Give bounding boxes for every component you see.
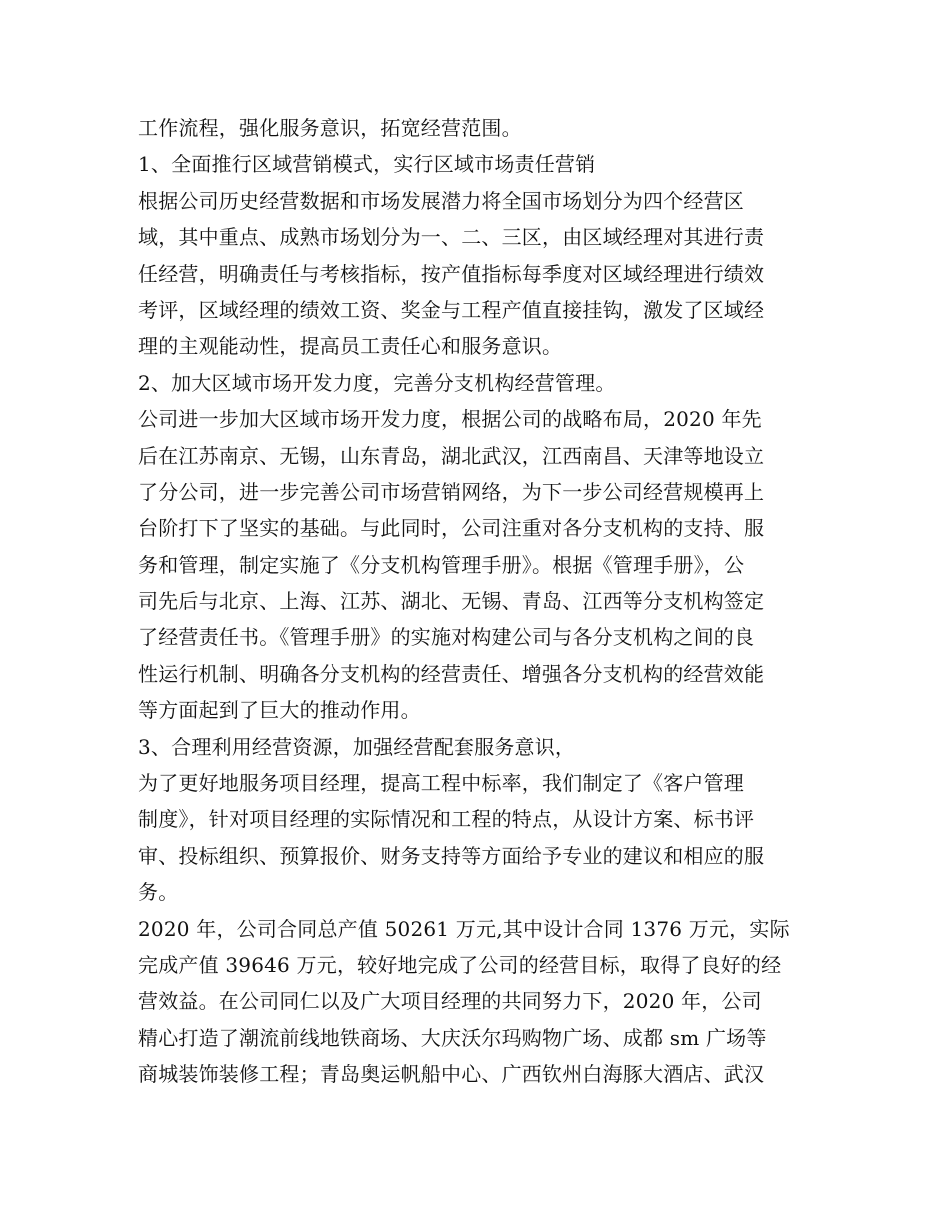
text-line: 考评，区域经理的绩效工资、奖金与工程产值直接挂钩，激发了区域经 [138,297,765,322]
text-line: 司先后与北京、上海、江苏、湖北、无锡、青岛、江西等分支机构签定 [138,589,765,614]
text-line: 务和管理，制定实施了《分支机构管理手册》。根据《管理手册》，公 [138,552,745,577]
text-line: 为了更好地服务项目经理，提高工程中标率，我们制定了《客户管理 [138,771,744,796]
section-heading-2: 2、加大区域市场开发力度，完善分支机构经营管理。 [138,370,616,395]
text-line: 审、投标组织、预算报价、财务支持等方面给予专业的建议和相应的服 [138,843,765,868]
text-line: 完成产值 39646 万元，较好地完成了公司的经营目标，取得了良好的经 [138,952,782,977]
text-line: 营效益。在公司同仁以及广大项目经理的共同努力下，2020 年，公司 [138,989,762,1014]
text-line: 根据公司历史经营数据和市场发展潜力将全国市场划分为四个经营区 [138,188,744,213]
section-heading-3: 3、合理利用经营资源，加强经营配套服务意识， [138,734,576,759]
text-line: 域，其中重点、成熟市场划分为一、二、三区，由区域经理对其进行责 [138,225,765,250]
text-line: 任经营，明确责任与考核指标，按产值指标每季度对区域经理进行绩效 [138,261,765,286]
text-line: 性运行机制、明确各分支机构的经营责任、增强各分支机构的经营效能 [138,661,765,686]
section-heading-1: 1、全面推行区域营销模式，实行区域市场责任营销 [138,152,596,177]
text-line: 了分公司，进一步完善公司市场营销网络，为下一步公司经营规模再上 [138,479,765,504]
document-body [138,110,818,1093]
text-line: 公司进一步加大区域市场开发力度，根据公司的战略布局，2020 年先 [138,407,762,432]
text-line: 务。 [138,880,179,905]
text-line: 理的主观能动性，提高员工责任心和服务意识。 [138,334,563,359]
text-line: 台阶打下了坚实的基础。与此同时，公司注重对各分支机构的支持、服 [138,516,765,541]
text-line: 了经营责任书。《管理手册》的实施对构建公司与各分支机构之间的良 [138,625,755,650]
text-line: 工作流程，强化服务意识，拓宽经营范围。 [138,116,522,140]
text-line: 2020 年，公司合同总产值 50261 万元,其中设计合同 1376 万元，实际 [138,916,790,941]
text-line: 精心打造了潮流前线地铁商场、大庆沃尔玛购物广场、成都 sm 广场等 [138,1025,767,1050]
text-line: 制度》，针对项目经理的实际情况和工程的特点，从设计方案、标书评 [138,807,755,832]
text-line: 等方面起到了巨大的推动作用。 [138,698,421,723]
text-line: 商城装饰装修工程；青岛奥运帆船中心、广西钦州白海豚大酒店、武汉 [138,1062,765,1087]
text-line: 后在江苏南京、无锡，山东青岛，湖北武汉，江西南昌、天津等地设立 [138,443,765,468]
